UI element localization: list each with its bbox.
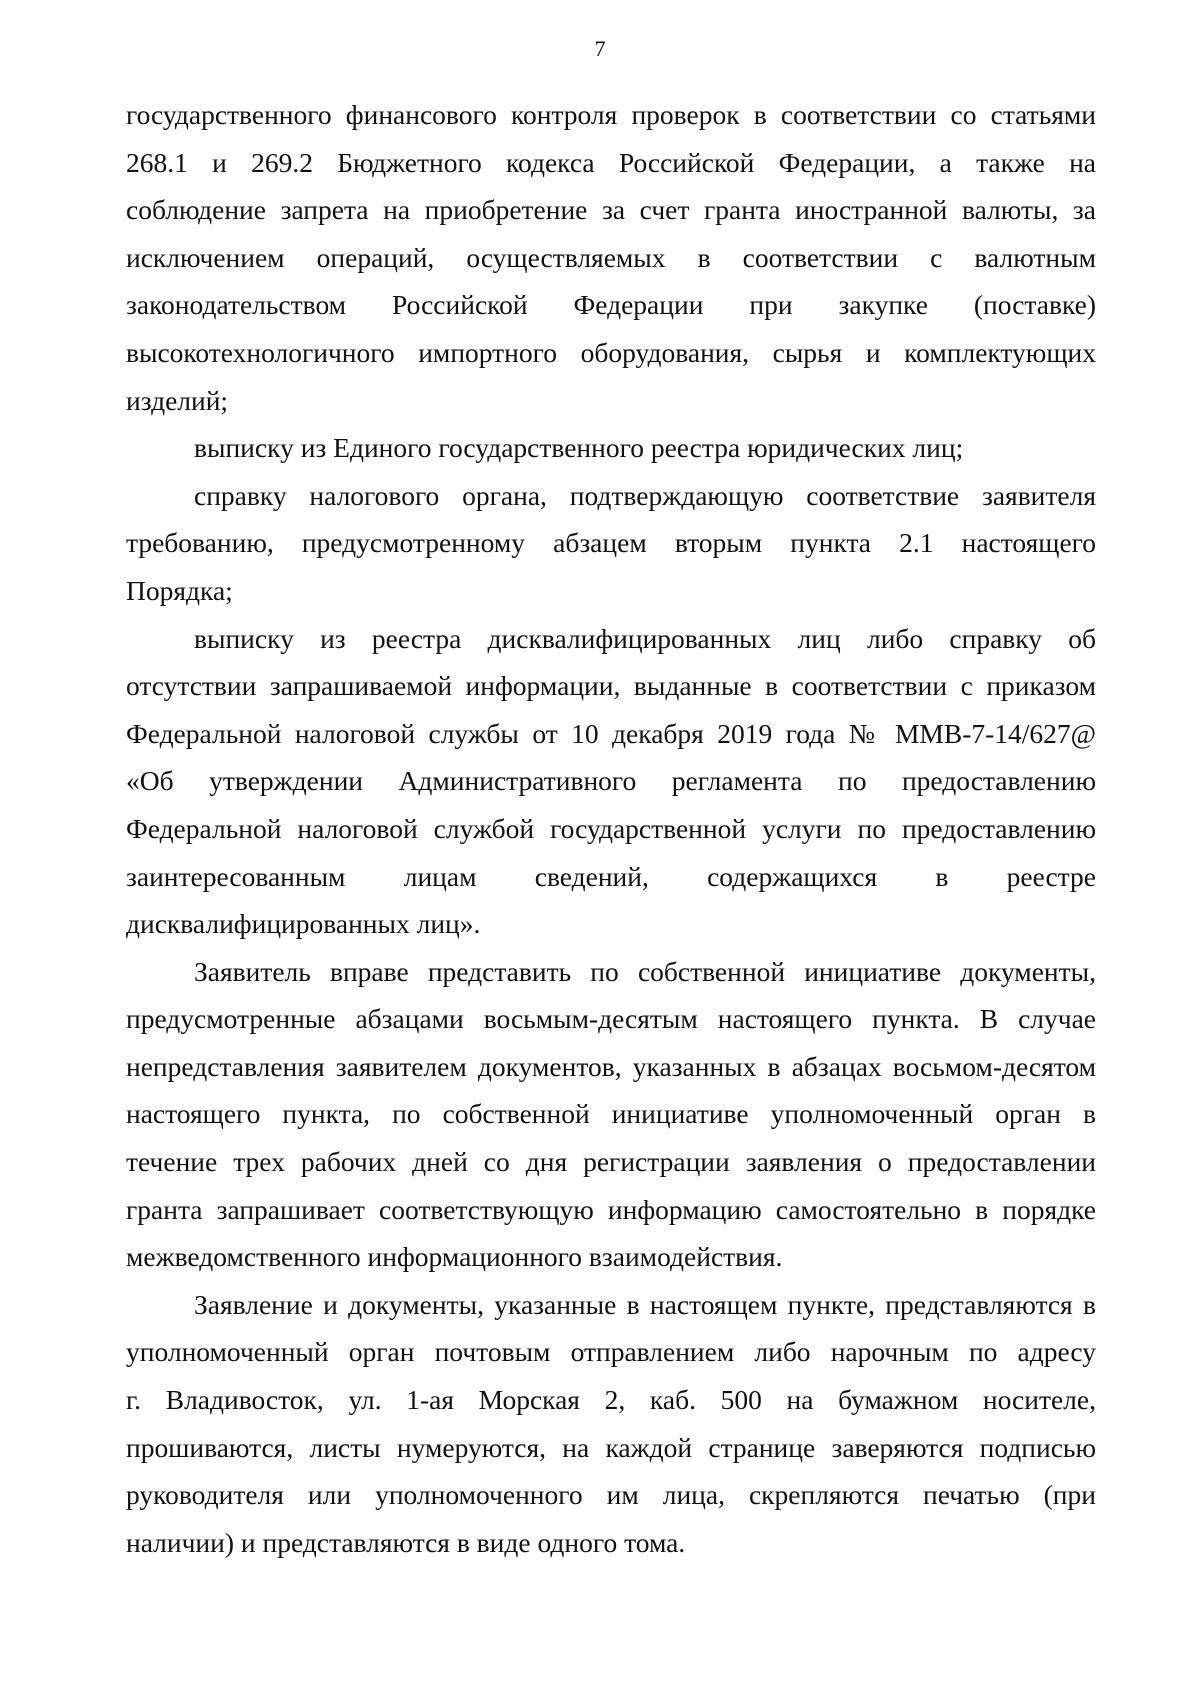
page-number: 7 [594, 36, 606, 61]
text-line: справку налогового органа, подтверждающую соответствие заявителя [194, 479, 1096, 511]
text-line: непредставления заявителем документов, указанных в абзацах восьмом-десятом [126, 1050, 1096, 1082]
paragraph [126, 1281, 1096, 1567]
text-line: заинтересованным лицам сведений, содержащихся в реестре [126, 860, 1096, 892]
text-line: гранта запрашивает соответствующую информацию самостоятельно в порядке [126, 1193, 1096, 1225]
text-line: Федеральной налоговой службы от 10 декабря 2019 года № ММВ-7-14/627@ [126, 717, 1096, 749]
text-line: соблюдение запрета на приобретение за счет гранта иностранной валюты, за [126, 194, 1096, 226]
text-line: уполномоченный орган почтовым отправлением либо нарочным по адресу [126, 1336, 1096, 1368]
text-line: выписку из Единого государственного реестра юридических лиц; [194, 432, 964, 464]
paragraph [126, 91, 1096, 424]
text-line: прошиваются, листы нумеруются, на каждой странице заверяются подписью [126, 1431, 1096, 1463]
text-line: государственного финансового контроля проверок в соответствии со статьями [126, 99, 1096, 130]
text-line: законодательством Российской Федерации при закупке (поставке) [126, 289, 1096, 321]
text-line: отсутствии запрашиваемой информации, выданные в соответствии с приказом [126, 670, 1096, 702]
paragraph [126, 472, 1096, 615]
text-line: исключением операций, осуществляемых в соответствии с валютным [126, 241, 1096, 273]
paragraph [126, 424, 1096, 472]
text-line: г. Владивосток, ул. 1-ая Морская 2, каб. 500 на бумажном носителе, [126, 1384, 1096, 1416]
text-line: руководителя или уполномоченного им лица, скрепляются печатью (при [126, 1479, 1096, 1511]
text-line: межведомственного информационного взаимодействия. [126, 1241, 783, 1273]
text-line: требованию, предусмотренному абзацем вторым пункта 2.1 настоящего [126, 527, 1096, 559]
document-body [126, 91, 1096, 1566]
text-line: изделий; [126, 384, 229, 416]
text-line: наличии) и представляются в виде одного тома. [126, 1526, 686, 1558]
text-line: «Об утверждении Административного регламента по предоставлению [126, 765, 1096, 797]
text-line: Заявитель вправе представить по собственной инициативе документы, [194, 955, 1096, 987]
text-line: выписку из реестра дисквалифицированных лиц либо справку об [194, 622, 1096, 654]
paragraph [126, 948, 1096, 1281]
text-line: 268.1 и 269.2 Бюджетного кодекса Российской Федерации, а также на [126, 146, 1096, 178]
text-line: высокотехнологичного импортного оборудования, сырья и комплектующих [126, 336, 1096, 368]
text-line: Федеральной налоговой службой государственной услуги по предоставлению [126, 812, 1096, 844]
paragraph [126, 615, 1096, 948]
text-line: дисквалифицированных лиц». [126, 908, 481, 940]
text-line: течение трех рабочих дней со дня регистрации заявления о предоставлении [126, 1146, 1096, 1178]
text-line: Порядка; [126, 574, 233, 606]
text-line: предусмотренные абзацами восьмым-десятым настоящего пункта. В случае [126, 1003, 1096, 1035]
text-line: настоящего пункта, по собственной инициативе уполномоченный орган в [126, 1098, 1096, 1130]
text-line: Заявление и документы, указанные в настоящем пункте, представляются в [194, 1288, 1096, 1320]
